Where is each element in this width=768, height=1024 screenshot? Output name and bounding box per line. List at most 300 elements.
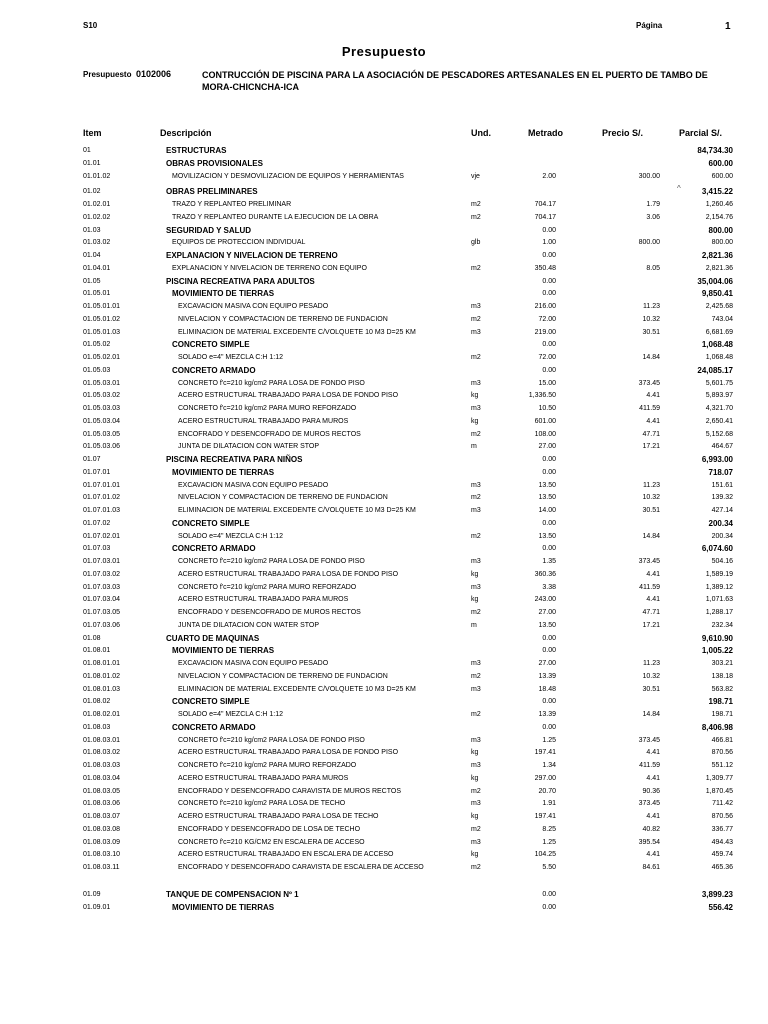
table-row [0,505,768,517]
row-unit: kg [471,749,479,757]
row-partial: 6,074.60 [701,544,733,554]
column-header-price: Precio S/. [602,128,644,138]
row-unit: m2 [471,711,481,718]
row-description: CONCRETO ARMADO [172,544,256,554]
row-metrado: 1.25 [542,838,556,846]
row-item-code: 01.08.02 [83,698,111,706]
row-item-code: 01.07.03.05 [83,609,120,616]
row-price: 373.45 [638,800,660,808]
row-metrado: 1.34 [542,762,556,769]
row-unit: kg [471,570,479,578]
row-price: 4.41 [646,392,660,400]
row-unit: m2 [471,201,481,208]
row-item-code: 01.05.01.02 [83,315,120,323]
row-description: ENCOFRADO Y DESENCOFRADO DE MUROS RECTOS [178,609,361,616]
row-price: 8.05 [646,264,660,272]
row-description: ACERO ESTRUCTURAL TRABAJADO PARA MUROS [178,417,349,425]
table-row [0,798,768,810]
table-row [0,288,768,300]
row-item-code: 01.04.01 [83,264,111,272]
column-header-item: Item [83,128,102,138]
row-partial: 198.71 [711,711,733,718]
table-row [0,582,768,594]
row-item-code: 01.08 [83,634,101,642]
row-description: SOLADO e=4" MEZCLA C:H 1:12 [178,354,283,361]
row-description: NIVELACION Y COMPACTACION DE TERRENO DE FUNDACION [178,315,388,323]
row-partial: 24,085.17 [697,365,733,375]
row-metrado: 15.00 [538,379,556,387]
table-row [0,429,768,441]
table-row [0,199,768,211]
row-description: EXPLANACION Y NIVELACION DE TERRENO [166,251,338,260]
table-row [0,709,768,721]
table-row [0,416,768,428]
row-metrado: 0.00 [542,468,556,476]
table-row [0,250,768,262]
column-header-metrado: Metrado [528,128,564,138]
row-price: 800.00 [638,239,660,247]
row-price: 10.32 [642,315,660,323]
row-description: ACERO ESTRUCTURAL TRABAJADO PARA LOSA DE FONDO PISO [178,570,399,578]
table-row [0,276,768,288]
row-price: 373.45 [638,736,660,744]
row-partial: 563.82 [711,685,733,693]
table-row [0,889,768,901]
row-partial: 232.34 [711,621,733,629]
row-partial: 8,406.98 [701,722,733,732]
table-row [0,378,768,390]
row-item-code: 01.05 [83,277,101,285]
row-metrado: 8.25 [542,825,556,833]
row-description: JUNTA DE DILATACION CON WATER STOP [178,621,320,629]
row-description: ESTRUCTURAS [166,146,227,155]
row-metrado: 0.00 [542,723,556,731]
table-row [0,531,768,543]
row-partial: 5,893.97 [705,392,733,400]
row-description: CONCRETO SIMPLE [172,340,250,350]
row-unit: m2 [471,532,481,540]
row-price: 14.84 [642,532,660,540]
row-metrado: 1.00 [542,239,556,247]
row-unit: kg [471,774,479,782]
row-description: TANQUE DE COMPENSACION Nº 1 [166,889,299,899]
row-metrado: 297.00 [534,774,556,782]
row-price: 30.51 [642,328,660,336]
row-metrado: 1.25 [542,736,556,744]
row-item-code: 01.03 [83,226,101,234]
row-metrado: 0.00 [542,647,556,655]
table-row [0,467,768,479]
row-unit: vje [471,172,480,180]
row-partial: 2,821.36 [705,264,733,272]
row-metrado: 27.00 [538,609,556,616]
row-description: ACERO ESTRUCTURAL TRABAJADO PARA LOSA DE FONDO PISO [178,392,399,400]
table-row [0,301,768,313]
table-row [0,696,768,708]
row-description: CONCRETO f'c=210 kg/cm2 PARA LOSA DE FONDO PISO [178,379,365,387]
row-item-code: 01.08.03.05 [83,787,120,795]
row-metrado: 0.00 [542,456,556,463]
row-item-code: 01.08.03.07 [83,813,120,820]
row-item-code: 01.04 [83,252,101,259]
document-title: Presupuesto [341,44,427,59]
row-partial: 2,425.68 [705,303,733,310]
row-price: 11.23 [643,303,660,310]
table-row [0,824,768,836]
row-item-code: 01.05.01.01 [83,303,120,310]
table-row [0,454,768,466]
row-description: CONCRETO f'c=210 kg/cm2 PARA LOSA DE FONDO PISO [178,736,365,744]
row-price: 40.82 [642,825,660,833]
row-metrado: 27.00 [538,660,556,667]
row-partial: 494.43 [711,838,733,846]
row-partial: 711.42 [712,800,733,808]
row-item-code: 01.05.02 [83,341,111,349]
row-price: 373.45 [638,558,660,565]
row-metrado: 0.00 [542,366,556,374]
row-price: 4.41 [646,596,660,604]
row-price: 300.00 [638,172,660,180]
row-partial: 2,650.41 [705,417,733,425]
row-price: 30.51 [642,685,660,693]
row-item-code: 01.07.01.01 [83,481,120,489]
row-description: EXCAVACION MASIVA CON EQUIPO PESADO [178,303,329,310]
row-partial: 6,993.00 [701,455,733,464]
row-partial: 303.21 [711,660,733,667]
table-row [0,145,768,157]
row-item-code: 01.08.03 [83,723,111,731]
row-unit: m3 [471,405,481,412]
row-description: CONCRETO f'c=210 kg/cm2 PARA LOSA DE TECHO [178,800,346,808]
row-unit: m2 [471,430,481,438]
row-partial: 1,309.77 [705,774,733,782]
row-metrado: 72.00 [538,354,556,361]
row-partial: 138.18 [711,672,733,680]
row-partial: 743.04 [711,315,733,323]
row-partial: 800.00 [708,225,733,235]
row-partial: 5,152.68 [705,430,733,438]
row-unit: m3 [471,583,481,591]
row-description: ELIMINACION DE MATERIAL EXCEDENTE C/VOLQUETE 10 M3 D=25 KM [178,685,416,693]
row-partial: 1,071.63 [705,596,733,604]
row-partial: 1,068.48 [701,340,733,350]
row-unit: m3 [471,558,481,565]
row-price: 47.71 [642,609,660,616]
column-header-unit: Und. [471,128,491,138]
row-description: CONCRETO f'c=210 kg/cm2 PARA MURO REFORZADO [178,405,357,412]
row-item-code: 01.05.03.05 [83,430,120,438]
row-metrado: 0.00 [542,252,556,259]
row-item-code: 01.07 [83,456,101,463]
row-item-code: 01.07.03.04 [83,596,120,604]
row-item-code: 01.08.03.04 [83,774,120,782]
row-unit: m3 [471,736,481,744]
row-item-code: 01.07.03.01 [83,558,120,565]
row-item-code: 01.05.01.03 [83,328,120,336]
row-partial: 459.74 [711,851,733,859]
row-description: MOVIMIENTO DE TIERRAS [172,902,275,912]
row-item-code: 01.01 [83,159,101,167]
row-unit: m2 [471,672,481,680]
row-description: EXPLANACION Y NIVELACION DE TERRENO CON EQUIPO [172,264,367,272]
row-partial: 200.34 [708,518,733,528]
table-row [0,671,768,683]
row-description: ENCOFRADO Y DESENCOFRADO DE LOSA DE TECHO [178,825,361,833]
row-unit: m3 [471,507,481,514]
row-price: 395.54 [638,838,660,846]
row-description: CONCRETO f'c=210 kg/cm2 PARA MURO REFORZADO [178,583,357,591]
row-price: 47.71 [642,430,660,438]
row-partial: 139.32 [711,494,733,502]
row-price: 4.41 [646,749,660,757]
row-metrado: 243.00 [534,596,556,604]
table-row [0,594,768,606]
row-description: NIVELACION Y COMPACTACION DE TERRENO DE FUNDACION [178,672,388,680]
row-item-code: 01.07.03 [83,545,111,553]
row-metrado: 197.41 [534,749,556,757]
row-item-code: 01.08.03.10 [83,851,120,859]
budget-label: Presupuesto [83,70,132,79]
row-price: 17.21 [642,621,660,629]
row-partial: 1,288.17 [705,609,733,616]
budget-name: CONTRUCCIÓN DE PISCINA PARA LA ASOCIACIÓN DE PESCADORES ARTESANALES EN EL PUERTO DE TAMBO DE MORA-CHICNCHA-ICA [202,70,708,92]
row-partial: 3,899.23 [701,889,733,899]
row-price: 411.59 [639,405,660,412]
row-description: CONCRETO ARMADO [172,722,256,732]
row-price: 4.41 [646,417,660,425]
column-header-description: Descripción [160,128,212,138]
row-unit: kg [471,392,479,400]
row-description: CONCRETO SIMPLE [172,697,250,707]
row-description: SEGURIDAD Y SALUD [166,225,252,235]
row-partial: 600.00 [708,158,733,168]
table-row [0,722,768,734]
row-metrado: 0.00 [542,226,556,234]
row-unit: m3 [471,660,481,667]
row-metrado: 0.00 [542,634,556,642]
row-description: ACERO ESTRUCTURAL TRABAJADO PARA LOSA DE TECHO [178,813,379,820]
row-item-code: 01.08.03.08 [83,825,120,833]
table-row [0,747,768,759]
table-row [0,237,768,249]
row-item-code: 01.08.03.01 [83,736,120,744]
row-metrado: 1.91 [542,800,556,808]
table-row [0,480,768,492]
row-partial: 2,154.76 [705,213,733,221]
row-metrado: 13.50 [538,481,556,489]
row-item-code: 01.07.02 [83,519,111,527]
row-metrado: 5.50 [542,864,556,871]
row-description: PISCINA RECREATIVA PARA NIÑOS [166,455,303,464]
row-partial: 870.56 [711,813,733,820]
table-row [0,902,768,914]
table-row [0,684,768,696]
row-partial: 551.12 [711,762,733,769]
row-description: EXCAVACION MASIVA CON EQUIPO PESADO [178,660,329,667]
row-description: ACERO ESTRUCTURAL TRABAJADO PARA MUROS [178,596,349,604]
row-description: ACERO ESTRUCTURAL TRABAJADO PARA LOSA DE FONDO PISO [178,749,399,757]
row-unit: glb [471,239,481,247]
row-metrado: 197.41 [534,813,556,820]
row-item-code: 01.02.02 [83,213,111,221]
row-description: OBRAS PROVISIONALES [166,158,263,168]
page-label: Página [636,21,663,30]
row-partial: 35,004.06 [697,276,733,286]
table-row [0,849,768,861]
table-row [0,620,768,632]
row-metrado: 10.50 [538,405,556,412]
table-row [0,390,768,402]
row-unit: m3 [471,762,481,769]
row-item-code: 01.01.02 [83,172,111,180]
table-row [0,837,768,849]
row-partial: 464.67 [711,443,733,451]
row-item-code: 01.07.02.01 [83,532,120,540]
row-description: CONCRETO f'c=210 kg/cm2 PARA LOSA DE FONDO PISO [178,558,365,565]
row-description: ACERO ESTRUCTURAL TRABAJADO PARA MUROS [178,774,349,782]
row-unit: m3 [471,481,481,489]
table-row [0,811,768,823]
row-description: EXCAVACION MASIVA CON EQUIPO PESADO [178,481,329,489]
row-price: 10.32 [642,672,660,680]
row-partial: 556.42 [708,902,733,912]
table-row [0,158,768,170]
table-row [0,658,768,670]
row-item-code: 01.08.03.11 [83,864,120,871]
row-description: TRAZO Y REPLANTEO PRELIMINAR [172,201,292,208]
row-metrado: 601.00 [534,417,556,425]
row-price: 11.23 [643,660,660,667]
row-item-code: 01.05.03.06 [83,443,120,451]
row-item-code: 01.05.01 [83,290,111,298]
row-description: EQUIPOS DE PROTECCION INDIVIDUAL [172,239,306,247]
row-metrado: 704.17 [534,213,556,221]
row-partial: 427.14 [711,507,733,514]
table-row [0,263,768,275]
row-metrado: 14.00 [538,507,556,514]
row-metrado: 13.50 [538,532,556,540]
row-item-code: 01.07.03.03 [83,583,120,591]
row-metrado: 0.00 [542,341,556,349]
row-partial: 1,870.45 [705,787,733,795]
row-price: 17.21 [642,443,660,451]
row-metrado: 72.00 [538,315,556,323]
row-partial: 1,260.46 [705,201,733,208]
row-metrado: 219.00 [534,328,556,336]
row-partial: 1,589.19 [705,570,733,578]
row-price: 4.41 [646,570,660,578]
row-description: ELIMINACION DE MATERIAL EXCEDENTE C/VOLQUETE 10 M3 D=25 KM [178,507,416,514]
row-price: 1.79 [646,201,660,208]
row-metrado: 104.25 [534,851,556,859]
row-unit: m3 [471,685,481,693]
row-partial: 1,005.22 [701,646,733,656]
row-price: 4.41 [646,774,660,782]
row-item-code: 01.07.01.03 [83,507,120,514]
row-metrado: 27.00 [538,443,556,451]
row-partial: 198.71 [708,697,733,707]
row-price: 4.41 [646,851,660,859]
row-price: 411.59 [639,583,660,591]
row-partial: 200.34 [711,532,733,540]
row-item-code: 01.03.02 [83,239,111,247]
row-partial: 84,734.30 [697,146,733,155]
row-partial: 9,610.90 [701,633,733,643]
row-price: 14.84 [642,711,660,718]
column-header-partial: Parcial S/. [679,128,723,138]
row-description: ACERO ESTRUCTURAL TRABAJADO EN ESCALERA DE ACCESO [178,851,394,859]
table-row [0,633,768,645]
row-description: JUNTA DE DILATACION CON WATER STOP [178,443,320,451]
row-description: ENCOFRADO Y DESENCOFRADO CARAVISTA DE MUROS RECTOS [178,787,401,795]
row-price: 90.36 [642,787,660,795]
table-row [0,327,768,339]
row-metrado: 0.00 [542,519,556,527]
table-row [0,556,768,568]
row-item-code: 01.08.01.01 [83,660,120,667]
row-partial: 600.00 [711,172,733,180]
row-item-code: 01.07.01.02 [83,494,120,502]
row-partial: 800.00 [711,239,733,247]
row-unit: m2 [471,787,481,795]
row-unit: m3 [471,379,481,387]
row-unit: m2 [471,354,481,361]
row-item-code: 01.05.03.04 [83,417,120,425]
row-item-code: 01.08.01.03 [83,685,120,693]
row-metrado: 0.00 [542,290,556,298]
row-description: CONCRETO SIMPLE [172,518,250,528]
table-row [0,760,768,772]
row-price: 11.23 [643,481,660,489]
table-row [0,569,768,581]
software-label: S10 [83,21,98,30]
row-metrado: 1.35 [542,558,556,565]
row-description: MOVIMIENTO DE TIERRAS [172,467,275,477]
row-partial: 870.56 [711,749,733,757]
row-item-code: 01.09 [83,890,101,898]
row-unit: kg [471,417,479,425]
table-row [0,171,768,183]
row-item-code: 01.08.01 [83,647,111,655]
row-partial: 2,821.36 [701,251,733,260]
row-metrado: 0.00 [542,277,556,285]
row-item-code: 01.05.03.02 [83,392,120,400]
row-item-code: 01.08.03.09 [83,838,120,846]
row-partial: 151.61 [711,481,733,489]
row-description: PISCINA RECREATIVA PARA ADULTOS [166,276,315,286]
row-unit: m [471,621,477,629]
row-partial: 9,850.41 [701,289,733,299]
row-metrado: 0.00 [542,698,556,706]
row-description: ENCOFRADO Y DESENCOFRADO CARAVISTA DE ESCALERA DE ACCESO [178,864,424,871]
row-unit: m2 [471,864,481,871]
table-row [0,543,768,555]
table-row [0,645,768,657]
row-description: SOLADO e=4" MEZCLA C:H 1:12 [178,532,283,540]
row-item-code: 01.08.02.01 [83,711,120,718]
row-item-code: 01.08.01.02 [83,672,120,680]
row-unit: m2 [471,315,481,323]
row-item-code: 01.05.03.01 [83,379,120,387]
row-unit: m3 [471,838,481,846]
row-metrado: 18.48 [538,685,556,693]
table-row [0,365,768,377]
row-unit: kg [471,813,479,820]
table-row [0,314,768,326]
table-row [0,773,768,785]
row-description: TRAZO Y REPLANTEO DURANTE LA EJECUCION DE LA OBRA [172,213,379,221]
row-partial: 466.81 [711,736,733,744]
